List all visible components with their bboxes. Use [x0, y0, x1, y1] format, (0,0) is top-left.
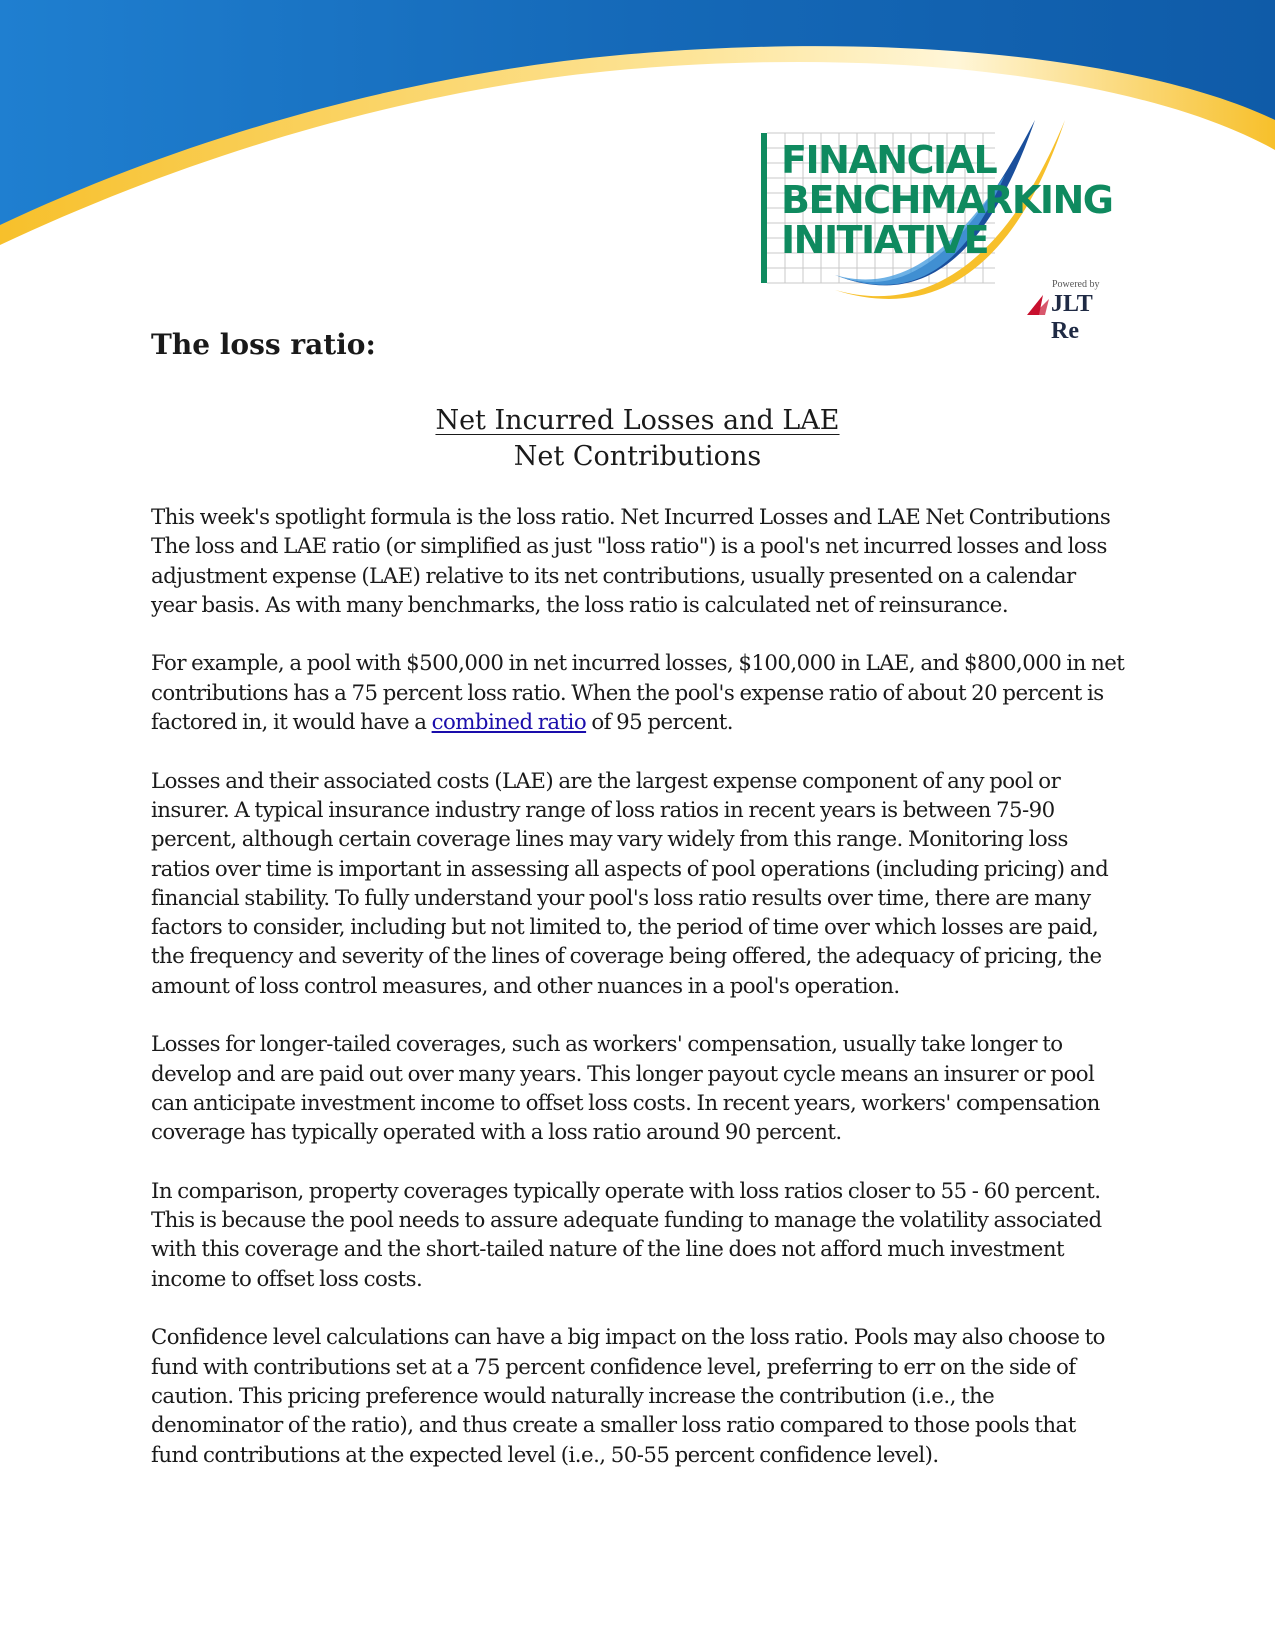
jlt-re-icon: [1025, 291, 1051, 317]
paragraph-example-text-1: For example, a pool with $500,000 in net incurred losses, $100,000 in LAE, and $800,000 in net contributions has a 75 percent loss ratio. When the pool's expense ratio of about 20 percent is factored in, it would have a: [151, 651, 1125, 736]
logo-line-3: INITIATIVE: [781, 218, 989, 262]
loss-ratio-formula: [151, 403, 1124, 475]
paragraph-confidence-level: Confidence level calculations can have a big impact on the loss ratio. Pools may also choose to fund with contributions set at a 75 percent confidence level, preferring to err on the side of caution. This pricing preference would naturally increase the contribution (i.e., the denominator of the ratio), and thus create a smaller loss ratio compared to those pools that fund contributions at the expected level (i.e., 50-55 percent confidence level).: [151, 1325, 1105, 1468]
paragraph-property: In comparison, property coverages typically operate with loss ratios closer to 55 - 60 percent. This is because the pool needs to assure adequate funding to manage the volatility associated with this coverage and the short-tailed nature of the line does not afford much investment income to offset loss costs.: [151, 1178, 1102, 1292]
paragraph-example-text-2: of 95 percent.: [586, 710, 733, 736]
page-title: The loss ratio:: [151, 328, 376, 361]
paragraph-losses-lae: Losses and their associated costs (LAE) are the largest expense component of any pool or insurer. A typical insurance industry range of loss ratios in recent years is between 75-90 percent, although certain coverage lines may vary widely from this range. Monitoring loss ratios over time is important in assessing all aspects of pool operations (including pricing) and financial stability. To fully understand your pool's loss ratio results over time, there are many factors to consider, including but not limited to, the period of time over which losses are paid, the frequency and severity of the lines of coverage being offered, the adequacy of pricing, the amount of loss control measures, and other nuances in a pool's operation.: [151, 768, 1109, 999]
article-body: [151, 503, 1126, 1499]
paragraph-intro: This week's spotlight formula is the loss ratio. Net Incurred Losses and LAE Net Contributions The loss and LAE ratio (or simplified as just "loss ratio") is a pool's net incurred losses and loss adjustment expense (LAE) relative to its net contributions, usually presented on a calendar year basis. As with many benchmarks, the loss ratio is calculated net of reinsurance.: [151, 505, 1111, 618]
paragraph-longer-tailed: Losses for longer-tailed coverages, such as workers' compensation, usually take longer to develop and are paid out over many years. This longer payout cycle means an insurer or pool can anticipate investment income to offset loss costs. In recent years, workers' compensation coverage has typically operated with a loss ratio around 90 percent.: [151, 1032, 1100, 1146]
formula-numerator: Net Incurred Losses and LAE: [435, 405, 840, 436]
formula-denominator: Net Contributions: [513, 441, 762, 472]
paragraph-example: [151, 649, 1126, 737]
combined-ratio-link[interactable]: combined ratio: [431, 710, 587, 736]
logo-line-2: BENCHMARKING: [781, 178, 1113, 222]
powered-by-label: Powered by: [1052, 279, 1100, 290]
jlt-re-brand: JLT Re: [1051, 291, 1093, 344]
logo-line-1: FINANCIAL: [781, 138, 997, 182]
financial-benchmarking-initiative-logo: [755, 115, 1125, 344]
